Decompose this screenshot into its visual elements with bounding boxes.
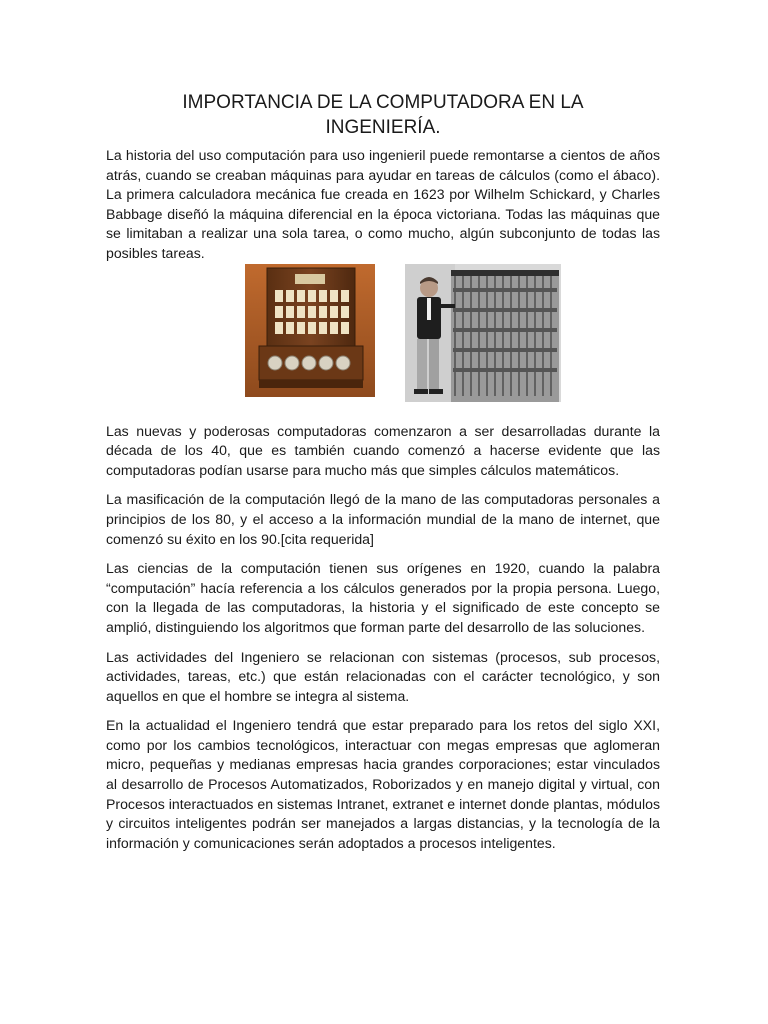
paragraph-4: Las ciencias de la computación tienen sus orígenes en 1920, cuando la palabra “computación” hacía referencia a los cálculos generados por la propia persona. Luego, con la llegada de las computadoras, la historia y el significado de este concepto se amplió, distinguiendo los algoritmos que forman parte del desarrollo de las soluciones.	[106, 560, 660, 635]
paragraph-6: En la actualidad el Ingeniero tendrá que estar preparado para los retos del siglo XXI, como por los cambios tecnológicos, interactuar con megas empresas que aglomeran micro, pequeñas y medianas empresas hacia grandes corporaciones; estar vinculados al desarrollo de Procesos Automatizados, Roborizados y en manejo digital y virtual, con Procesos interactuados en sistemas Intranet, extranet e internet donde plantas, módulos y circuitos inteligentes podrán ser manejados a largas distancias, y la tecnología de la información y comunicaciones serán adoptados a procesos inteligentes.	[106, 717, 660, 851]
figure-row	[106, 264, 660, 402]
paragraph-2: Las nuevas y poderosas computadoras comenzaron a ser desarrolladas durante la década de los 40, que es también cuando comenzó a hacerse evidente que las computadoras podían usarse para mucho más que simples cálculos matemáticos.	[106, 422, 660, 478]
paragraph-5: Las actividades del Ingeniero se relacionan con sistemas (procesos, sub procesos, actividades, tareas, etc.) que están relacionadas con el carácter tecnológico, y son aquellos en que el hombre se integra al sistema.	[106, 648, 660, 704]
difference-engine-icon	[405, 264, 561, 402]
mechanical-calculator-icon	[245, 264, 375, 397]
document-page	[106, 90, 660, 863]
mechanical-calculator-photo	[245, 264, 375, 397]
paragraph-1: La historia del uso computación para uso ingenieril puede remontarse a cientos de años atrás, cuando se creaban máquinas para ayudar en tareas de cálculos (como el ábaco). La primera calculadora mecánica fue creada en 1623 por Wilhelm Schickard, y Charles Babbage diseñó la máquina diferencial en la época victoriana. Todas las máquinas que se limitaban a realizar una sola tarea, o como mucho, algún subconjunto de todas las posibles tareas.	[106, 147, 660, 261]
paragraph-3: La masificación de la computación llegó de la mano de las computadoras personales a principios de los 80, y el acceso a la información mundial de la mano de internet, que comenzó su éxito en los 90.[cita requerida]	[106, 491, 660, 547]
page-title: IMPORTANCIA DE LA COMPUTADORA EN LA INGENIERÍA.	[182, 92, 584, 138]
difference-engine-photo	[405, 264, 561, 402]
